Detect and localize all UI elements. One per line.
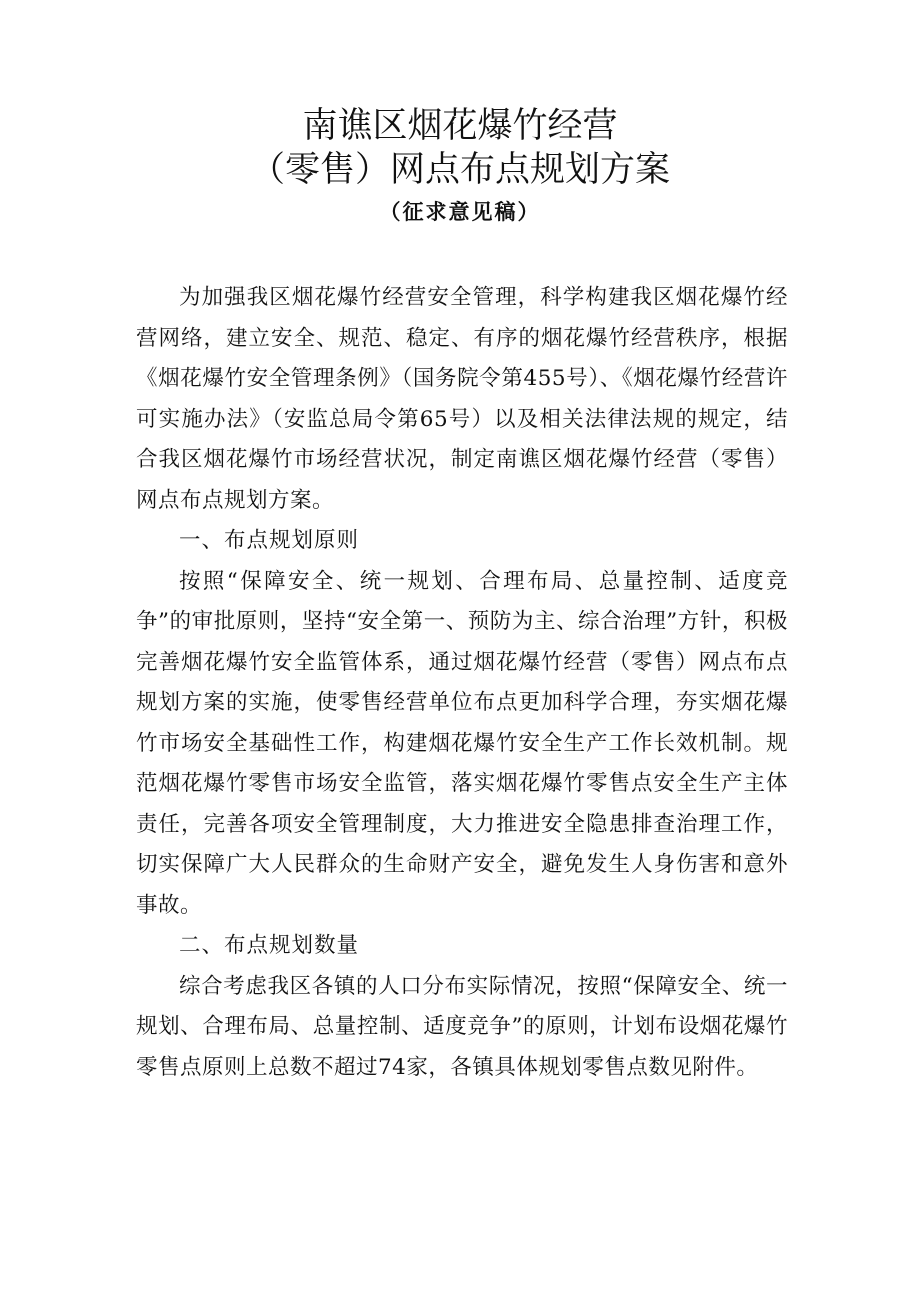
- intro-paragraph: 为加强我区烟花爆竹经营安全管理，科学构建我区烟花爆竹经营网络，建立安全、规范、稳定、有序的烟花爆竹经营秩序，根据《烟花爆竹安全管理条例》（国务院令第455号）、《烟花爆竹经营许可实施办法》（安监总局令第65号）以及相关法律法规的规定，结合我区烟花爆竹市场经营状况，制定南谯区烟花爆竹经营（零售）网点布点规划方案。: [136, 285, 788, 513]
- section-heading-principles: 一、布点规划原则: [179, 528, 360, 553]
- principles-paragraph: 按照“保障安全、统一规划、合理布局、总量控制、适度竞争”的审批原则，坚持“安全第一、预防为主、综合治理”方针，积极完善烟花爆竹安全监管体系，通过烟花爆竹经营（零售）网点布点规划方案的实施，使零售经营单位布点更加科学合理，夯实烟花爆竹市场安全基础性工作，构建烟花爆竹安全生产工作长效机制。规范烟花爆竹零售市场安全监管，落实烟花爆竹零售点安全生产主体责任，完善各项安全管理制度，大力推进安全隐患排查治理工作，切实保障广大人民群众的生命财产安全，避免发生人身伤害和意外事故。: [136, 568, 788, 918]
- quantity-paragraph: 综合考虑我区各镇的人口分布实际情况，按照“保障安全、统一规划、合理布局、总量控制、适度竞争”的原则，计划布设烟花爆竹零售点原则上总数不超过74家，各镇具体规划零售点数见附件。: [136, 973, 788, 1080]
- document-subtitle: （征求意见稿）: [379, 199, 541, 224]
- document-title-line-2: （零售）网点布点规划方案: [249, 150, 670, 190]
- document-body: [136, 278, 788, 1088]
- document-title-line-1: 南谯区烟花爆竹经营: [302, 106, 618, 146]
- section-heading-quantity: 二、布点规划数量: [179, 933, 360, 958]
